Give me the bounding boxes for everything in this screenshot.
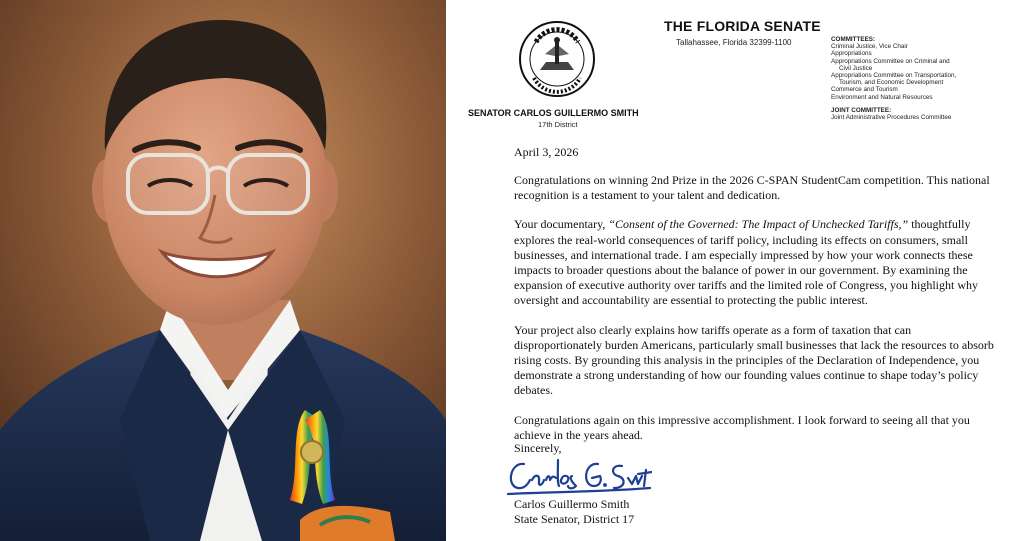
committee-item: Appropriations Committee on Transportation,: [831, 72, 957, 80]
senate-seal-icon: [518, 20, 596, 98]
glasses-left-lens: [128, 155, 208, 213]
paragraph-1: Congratulations on winning 2nd Prize in the 2026 C-SPAN StudentCam competition. This national recognition is a testament to your talent and dedication.: [514, 173, 990, 203]
committee-item: Appropriations Committee on Criminal and: [831, 57, 950, 65]
handwritten-signature: [502, 452, 652, 498]
glasses-right-lens: [228, 155, 308, 213]
paragraph-2-rest: thoughtfully explores the real-world consequences of tariff policy, including its effects on consumers, small businesses, and international trade. I am especially impressed by how your work connects these impacts to broader questions about the balance of power in our government. By examining the expansion of executive authority over tariffs and the limited role of Congress, you highlight why oversight and accountability are essential to protecting the public interest.: [514, 217, 979, 308]
committee-item: Civil Justice: [839, 64, 873, 72]
senate-letter: [446, 0, 1024, 541]
paragraph-3: Your project also clearly explains how tariffs operate as a form of taxation that can disproportionately burden Americans, particularly small businesses that lack the resources to absorb rising costs. By grounding this analysis in the principles of the Declaration of Independence, you demonstrate a strong understanding of how our founding values continue to shape today’s policy debates.: [514, 322, 994, 398]
signer-name: Carlos Guillermo Smith: [514, 497, 630, 511]
letterhead-title: THE FLORIDA SENATE: [664, 18, 821, 34]
paragraph-2-prefix: Your documentary,: [514, 217, 609, 232]
senator-portrait-photo: [0, 0, 446, 541]
committee-item: Environment and Natural Resources: [831, 93, 933, 101]
committees-list: [831, 36, 1017, 121]
senator-name: SENATOR CARLOS GUILLERMO SMITH: [468, 108, 639, 118]
letterhead-address: Tallahassee, Florida 32399-1100: [676, 38, 792, 47]
paragraph-4: Congratulations again on this impressive accomplishment. I look forward to seeing all that you achieve in the years ahead.: [514, 412, 970, 442]
committee-item: Criminal Justice, Vice Chair: [831, 43, 908, 51]
joint-committee-item: Joint Administrative Procedures Committee: [831, 114, 952, 122]
portrait-illustration: [0, 0, 446, 541]
signer-title: State Senator, District 17: [514, 512, 635, 526]
letter-body: [514, 173, 994, 457]
paragraph-2: [514, 217, 994, 308]
pocket-square: [300, 506, 395, 541]
committee-item: Tourism, and Economic Development: [839, 79, 944, 87]
senator-district: 17th District: [538, 120, 578, 129]
committee-item: Appropriations: [831, 50, 872, 58]
documentary-title: “Consent of the Governed: The Impact of Unchecked Tariffs,”: [608, 217, 909, 232]
committee-item: Commerce and Tourism: [831, 86, 898, 94]
committees-header: COMMITTEES:: [831, 36, 876, 43]
joint-committee-header: JOINT COMMITTEE:: [831, 106, 892, 114]
letter-closing: Sincerely,: [514, 441, 562, 455]
letter-date: April 3, 2026: [514, 145, 579, 159]
